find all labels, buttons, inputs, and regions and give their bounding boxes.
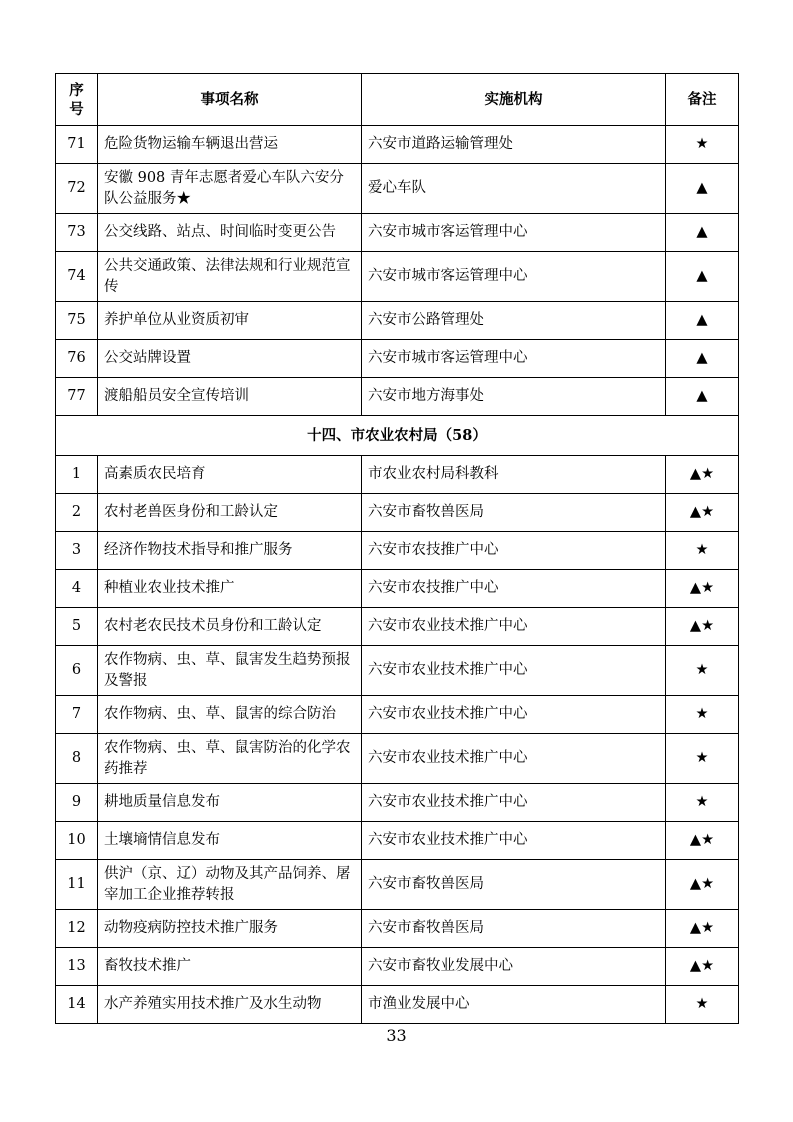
row-no: 74 — [56, 252, 98, 302]
row-note: ★ — [666, 986, 739, 1024]
row-name: 养护单位从业资质初审 — [98, 302, 362, 340]
row-name: 动物疫病防控技术推广服务 — [98, 910, 362, 948]
row-note: ★ — [666, 126, 739, 164]
header-note: 备注 — [666, 74, 739, 126]
table-row — [56, 252, 739, 302]
row-no: 14 — [56, 986, 98, 1024]
table-row — [56, 378, 739, 416]
row-org: 六安市畜牧兽医局 — [362, 910, 666, 948]
row-org: 六安市农业技术推广中心 — [362, 696, 666, 734]
table-row — [56, 860, 739, 910]
section-title: 十四、市农业农村局（58） — [56, 416, 739, 456]
row-note: ★ — [666, 784, 739, 822]
row-no: 12 — [56, 910, 98, 948]
table-row — [56, 910, 739, 948]
row-name: 公交站牌设置 — [98, 340, 362, 378]
row-note: ▲★ — [666, 608, 739, 646]
row-no: 13 — [56, 948, 98, 986]
table-row — [56, 608, 739, 646]
row-org: 六安市畜牧兽医局 — [362, 860, 666, 910]
row-note: ▲★ — [666, 570, 739, 608]
row-name: 安徽 908 青年志愿者爱心车队六安分队公益服务★ — [98, 164, 362, 214]
row-org: 六安市城市客运管理中心 — [362, 340, 666, 378]
row-no: 73 — [56, 214, 98, 252]
row-org: 市农业农村局科教科 — [362, 456, 666, 494]
table-row — [56, 456, 739, 494]
row-org: 六安市农业技术推广中心 — [362, 608, 666, 646]
row-no: 76 — [56, 340, 98, 378]
row-note: ▲ — [666, 214, 739, 252]
row-org: 六安市道路运输管理处 — [362, 126, 666, 164]
row-name: 公共交通政策、法律法规和行业规范宣传 — [98, 252, 362, 302]
row-no: 10 — [56, 822, 98, 860]
row-org: 六安市农业技术推广中心 — [362, 822, 666, 860]
row-no: 5 — [56, 608, 98, 646]
row-note: ▲★ — [666, 860, 739, 910]
row-org: 六安市畜牧业发展中心 — [362, 948, 666, 986]
table-header-row — [56, 74, 739, 126]
row-note: ▲ — [666, 164, 739, 214]
page-number: 33 — [386, 1026, 407, 1045]
row-no: 11 — [56, 860, 98, 910]
row-note: ▲ — [666, 340, 739, 378]
row-org: 六安市城市客运管理中心 — [362, 252, 666, 302]
row-name: 种植业农业技术推广 — [98, 570, 362, 608]
row-no: 9 — [56, 784, 98, 822]
row-note: ▲★ — [666, 456, 739, 494]
header-no: 序 号 — [56, 74, 98, 126]
table-row — [56, 948, 739, 986]
row-note: ▲★ — [666, 494, 739, 532]
row-name: 供沪（京、辽）动物及其产品饲养、屠宰加工企业推荐转报 — [98, 860, 362, 910]
row-no: 6 — [56, 646, 98, 696]
row-name: 土壤墒情信息发布 — [98, 822, 362, 860]
row-no: 2 — [56, 494, 98, 532]
table-row — [56, 646, 739, 696]
row-note: ▲★ — [666, 822, 739, 860]
row-note: ★ — [666, 734, 739, 784]
row-no: 7 — [56, 696, 98, 734]
header-name: 事项名称 — [98, 74, 362, 126]
row-name: 高素质农民培育 — [98, 456, 362, 494]
row-note: ★ — [666, 532, 739, 570]
table-row — [56, 986, 739, 1024]
table-row — [56, 734, 739, 784]
row-name: 水产养殖实用技术推广及水生动物 — [98, 986, 362, 1024]
row-no: 77 — [56, 378, 98, 416]
row-no: 71 — [56, 126, 98, 164]
table-row — [56, 214, 739, 252]
row-name: 农作物病、虫、草、鼠害防治的化学农药推荐 — [98, 734, 362, 784]
row-name: 农村老兽医身份和工龄认定 — [98, 494, 362, 532]
row-name: 农作物病、虫、草、鼠害发生趋势预报及警报 — [98, 646, 362, 696]
row-name: 公交线路、站点、时间临时变更公告 — [98, 214, 362, 252]
row-name: 农村老农民技术员身份和工龄认定 — [98, 608, 362, 646]
row-note: ▲ — [666, 302, 739, 340]
row-org: 六安市农技推广中心 — [362, 570, 666, 608]
row-org: 六安市农业技术推广中心 — [362, 734, 666, 784]
row-org: 六安市地方海事处 — [362, 378, 666, 416]
row-name: 危险货物运输车辆退出营运 — [98, 126, 362, 164]
table-row — [56, 340, 739, 378]
row-no: 4 — [56, 570, 98, 608]
row-org: 六安市畜牧兽医局 — [362, 494, 666, 532]
table-row — [56, 126, 739, 164]
row-org: 六安市城市客运管理中心 — [362, 214, 666, 252]
row-org: 爱心车队 — [362, 164, 666, 214]
row-org: 六安市农业技术推广中心 — [362, 646, 666, 696]
row-org: 六安市农技推广中心 — [362, 532, 666, 570]
row-no: 3 — [56, 532, 98, 570]
row-note: ▲★ — [666, 948, 739, 986]
section-row — [56, 416, 739, 456]
header-org: 实施机构 — [362, 74, 666, 126]
row-note: ★ — [666, 646, 739, 696]
row-no: 75 — [56, 302, 98, 340]
table-row — [56, 570, 739, 608]
row-note: ★ — [666, 696, 739, 734]
row-name: 经济作物技术指导和推广服务 — [98, 532, 362, 570]
table-row — [56, 822, 739, 860]
row-org: 市渔业发展中心 — [362, 986, 666, 1024]
table-row — [56, 696, 739, 734]
row-no: 1 — [56, 456, 98, 494]
row-name: 农作物病、虫、草、鼠害的综合防治 — [98, 696, 362, 734]
table-row — [56, 784, 739, 822]
row-org: 六安市农业技术推广中心 — [362, 784, 666, 822]
row-org: 六安市公路管理处 — [362, 302, 666, 340]
row-no: 8 — [56, 734, 98, 784]
row-note: ▲ — [666, 378, 739, 416]
row-name: 渡船船员安全宣传培训 — [98, 378, 362, 416]
table-row — [56, 302, 739, 340]
service-items-table — [55, 73, 739, 1024]
row-note: ▲ — [666, 252, 739, 302]
row-no: 72 — [56, 164, 98, 214]
row-name: 耕地质量信息发布 — [98, 784, 362, 822]
table-row — [56, 494, 739, 532]
table-row — [56, 532, 739, 570]
row-name: 畜牧技术推广 — [98, 948, 362, 986]
row-note: ▲★ — [666, 910, 739, 948]
table-row — [56, 164, 739, 214]
